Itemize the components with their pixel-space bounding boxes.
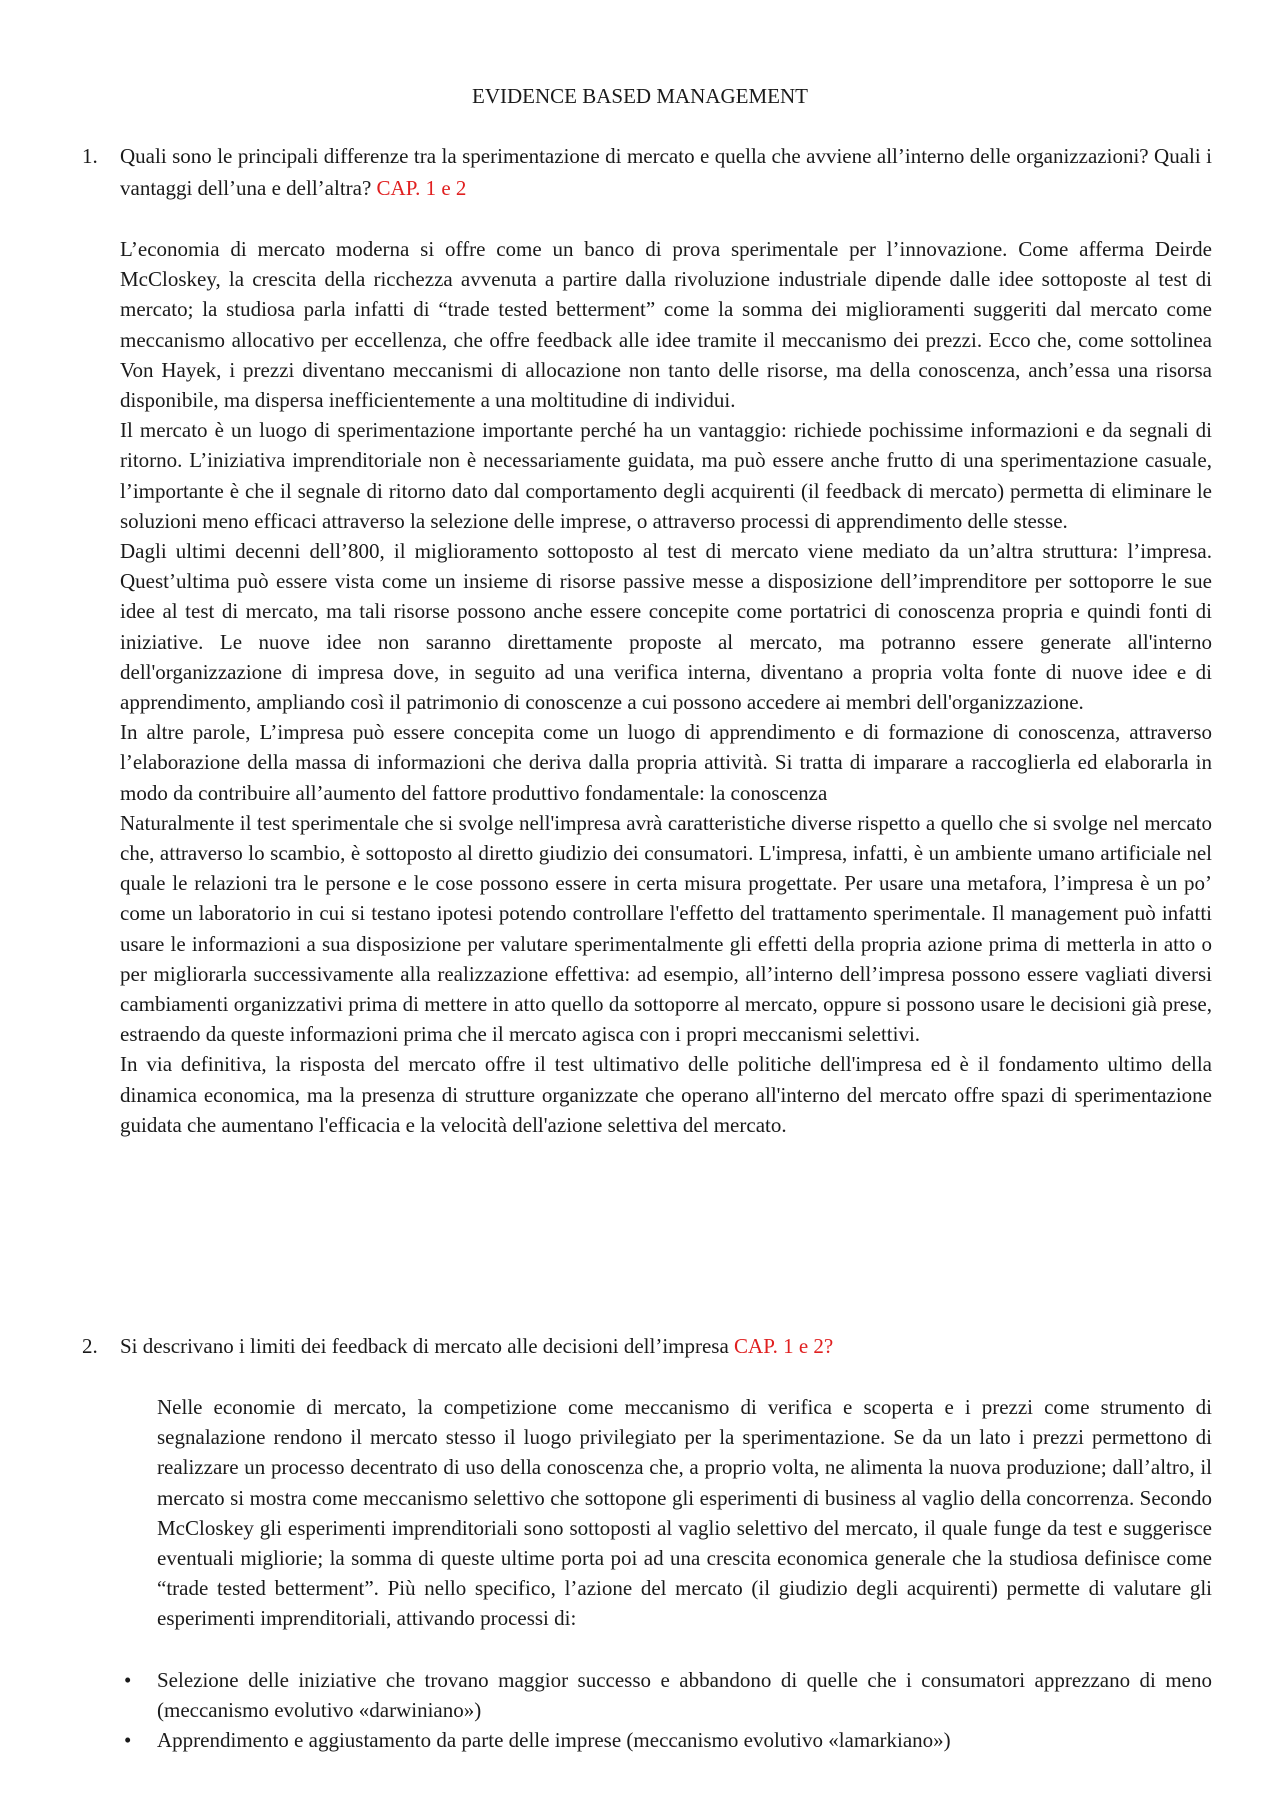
question-text xyxy=(120,1330,1212,1362)
list-item-text: Selezione delle iniziative che trovano maggior successo e abbandono di quelle che i consumatori apprezzano di meno (meccanismo evolutivo «darwiniano») xyxy=(157,1668,1212,1723)
answer-paragraph: Dagli ultimi decenni dell’800, il miglioramento sottoposto al test di mercato viene mediato da un’altra struttura: l’impresa. Quest’ultima può essere vista come un insieme di risorse passive messe a disposizione dell’imprenditore per sottoporre le sue idee al test di mercato, ma tali risorse possono anche essere concepite come portatrici di conoscenza propria e quindi fonti di iniziative. Le nuove idee non saranno direttamente proposte al mercato, ma potranno essere generate all'interno dell'organizzazione di impresa dove, in seguito ad una verifica interna, diventano a propria volta fonte di nuove idee e di apprendimento, ampliando così il patrimonio di conoscenze a cui possono accedere ai membri dell'organizzazione. xyxy=(120,539,1212,715)
answer-paragraph: Naturalmente il test sperimentale che si svolge nell'impresa avrà caratteristiche diverse rispetto a quello che si svolge nel mercato che, attraverso lo scambio, è sottoposto al diretto giudizio dei consumatori. L'impresa, infatti, è un ambiente umano artificiale nel quale le relazioni tra le persone e le cose possono essere in certa misura progettate. Per usare una metafora, l’impresa è un po’ come un laboratorio in cui si testano ipotesi potendo controllare l'effetto del trattamento sperimentale. Il management può infatti usare le informazioni a sua disposizione per valutare sperimentalmente gli effetti della propria azione prima di metterla in atto o per migliorarla successivamente alla realizzazione effettiva: ad esempio, all’interno dell’impresa possono essere vagliati diversi cambiamenti organizzativi prima di mettere in atto quello da sottoporre al mercato, oppure si possono usare le decisioni già prese, estraendo da queste informazioni prima che il mercato agisca con i propri meccanismi selettivi. xyxy=(120,810,1212,1047)
question-number: 1. xyxy=(82,144,98,168)
answer-paragraph: L’economia di mercato moderna si offre come un banco di prova sperimentale per l’innovazione. Come afferma Deirde McCloskey, la crescita della ricchezza avvenuta a partire dalla rivoluzione industriale dipende dalle idee sottoposte al test di mercato; la studiosa parla infatti di “trade tested betterment” come la somma dei miglioramenti suggeriti dal mercato come meccanismo allocativo per eccellenza, che offre feedback alle idee tramite il meccanismo dei prezzi. Ecco che, come sottolinea Von Hayek, i prezzi diventano meccanismi di allocazione non tanto delle risorse, ma della conoscenza, anch’essa una risorsa disponibile, ma dispersa inefficientemente a una moltitudine di individui. xyxy=(120,237,1212,413)
answer-2 xyxy=(157,1392,1212,1634)
question-2 xyxy=(82,1330,1212,1362)
list-item xyxy=(120,1725,1212,1755)
question-text-body: Si descrivano i limiti dei feedback di mercato alle decisioni dell’impresa xyxy=(120,1334,729,1358)
answer-paragraph: In altre parole, L’impresa può essere concepita come un luogo di apprendimento e di formazione di conoscenza, attraverso l’elaborazione della massa di informazioni che deriva dalla propria attività. Si tratta di imparare a raccoglierla ed elaborarla in modo da contribuire all’aumento del fattore produttivo fondamentale: la conoscenza xyxy=(120,720,1212,805)
question-1 xyxy=(82,140,1212,204)
answer-1 xyxy=(120,234,1212,1140)
question-text xyxy=(120,140,1212,204)
bullet-icon: • xyxy=(124,1668,132,1692)
bullet-list xyxy=(120,1665,1212,1756)
answer-paragraph: In via definitiva, la risposta del mercato offre il test ultimativo delle politiche dell'impresa ed è il fondamento ultimo della dinamica economica, ma la presenza di strutture organizzate che operano all'interno del mercato offre spazi di sperimentazione guidata che aumentano l'efficacia e la velocità dell'azione selettiva del mercato. xyxy=(120,1052,1212,1137)
document-title: EVIDENCE BASED MANAGEMENT xyxy=(472,84,808,108)
chapter-reference: CAP. 1 e 2? xyxy=(734,1334,834,1358)
list-item xyxy=(120,1665,1212,1725)
question-number: 2. xyxy=(82,1334,98,1358)
chapter-reference: CAP. 1 e 2 xyxy=(376,176,467,200)
answer-paragraph: Nelle economie di mercato, la competizione come meccanismo di verifica e scoperta e i prezzi come strumento di segnalazione rendono il mercato stesso il luogo privilegiato per la sperimentazione. Se da un lato i prezzi permettono di realizzare un processo decentrato di uso della conoscenza che, a proprio volta, ne alimenta la nuova produzione; dall’altro, il mercato si mostra come meccanismo selettivo che sottopone gli esperimenti di business al vaglio della concorrenza. Secondo McCloskey gli esperimenti imprenditoriali sono sottoposti al vaglio selettivo del mercato, il quale funge da test e suggerisce eventuali migliorie; la somma di queste ultime porta poi ad una crescita economica generale che la studiosa definisce come “trade tested betterment”. Più nello specifico, l’azione del mercato (il giudizio degli acquirenti) permette di valutare gli esperimenti imprenditoriali, attivando processi di: xyxy=(157,1395,1212,1631)
question-text-body: Quali sono le principali differenze tra la sperimentazione di mercato e quella che avviene all’interno delle organizzazioni? Quali i vantaggi dell’una e dell’altra? xyxy=(120,144,1212,200)
answer-paragraph: Il mercato è un luogo di sperimentazione importante perché ha un vantaggio: richiede pochissime informazioni e da segnali di ritorno. L’iniziativa imprenditoriale non è necessariamente guidata, ma può essere anche frutto di una sperimentazione casuale, l’importante è che il segnale di ritorno dato dal comportamento degli acquirenti (il feedback di mercato) permetta di eliminare le soluzioni meno efficaci attraverso la selezione delle imprese, o attraverso processi di apprendimento delle stesse. xyxy=(120,418,1212,533)
bullet-icon: • xyxy=(124,1728,132,1753)
list-item-text: Apprendimento e aggiustamento da parte delle imprese (meccanismo evolutivo «lamarkiano») xyxy=(157,1728,951,1753)
